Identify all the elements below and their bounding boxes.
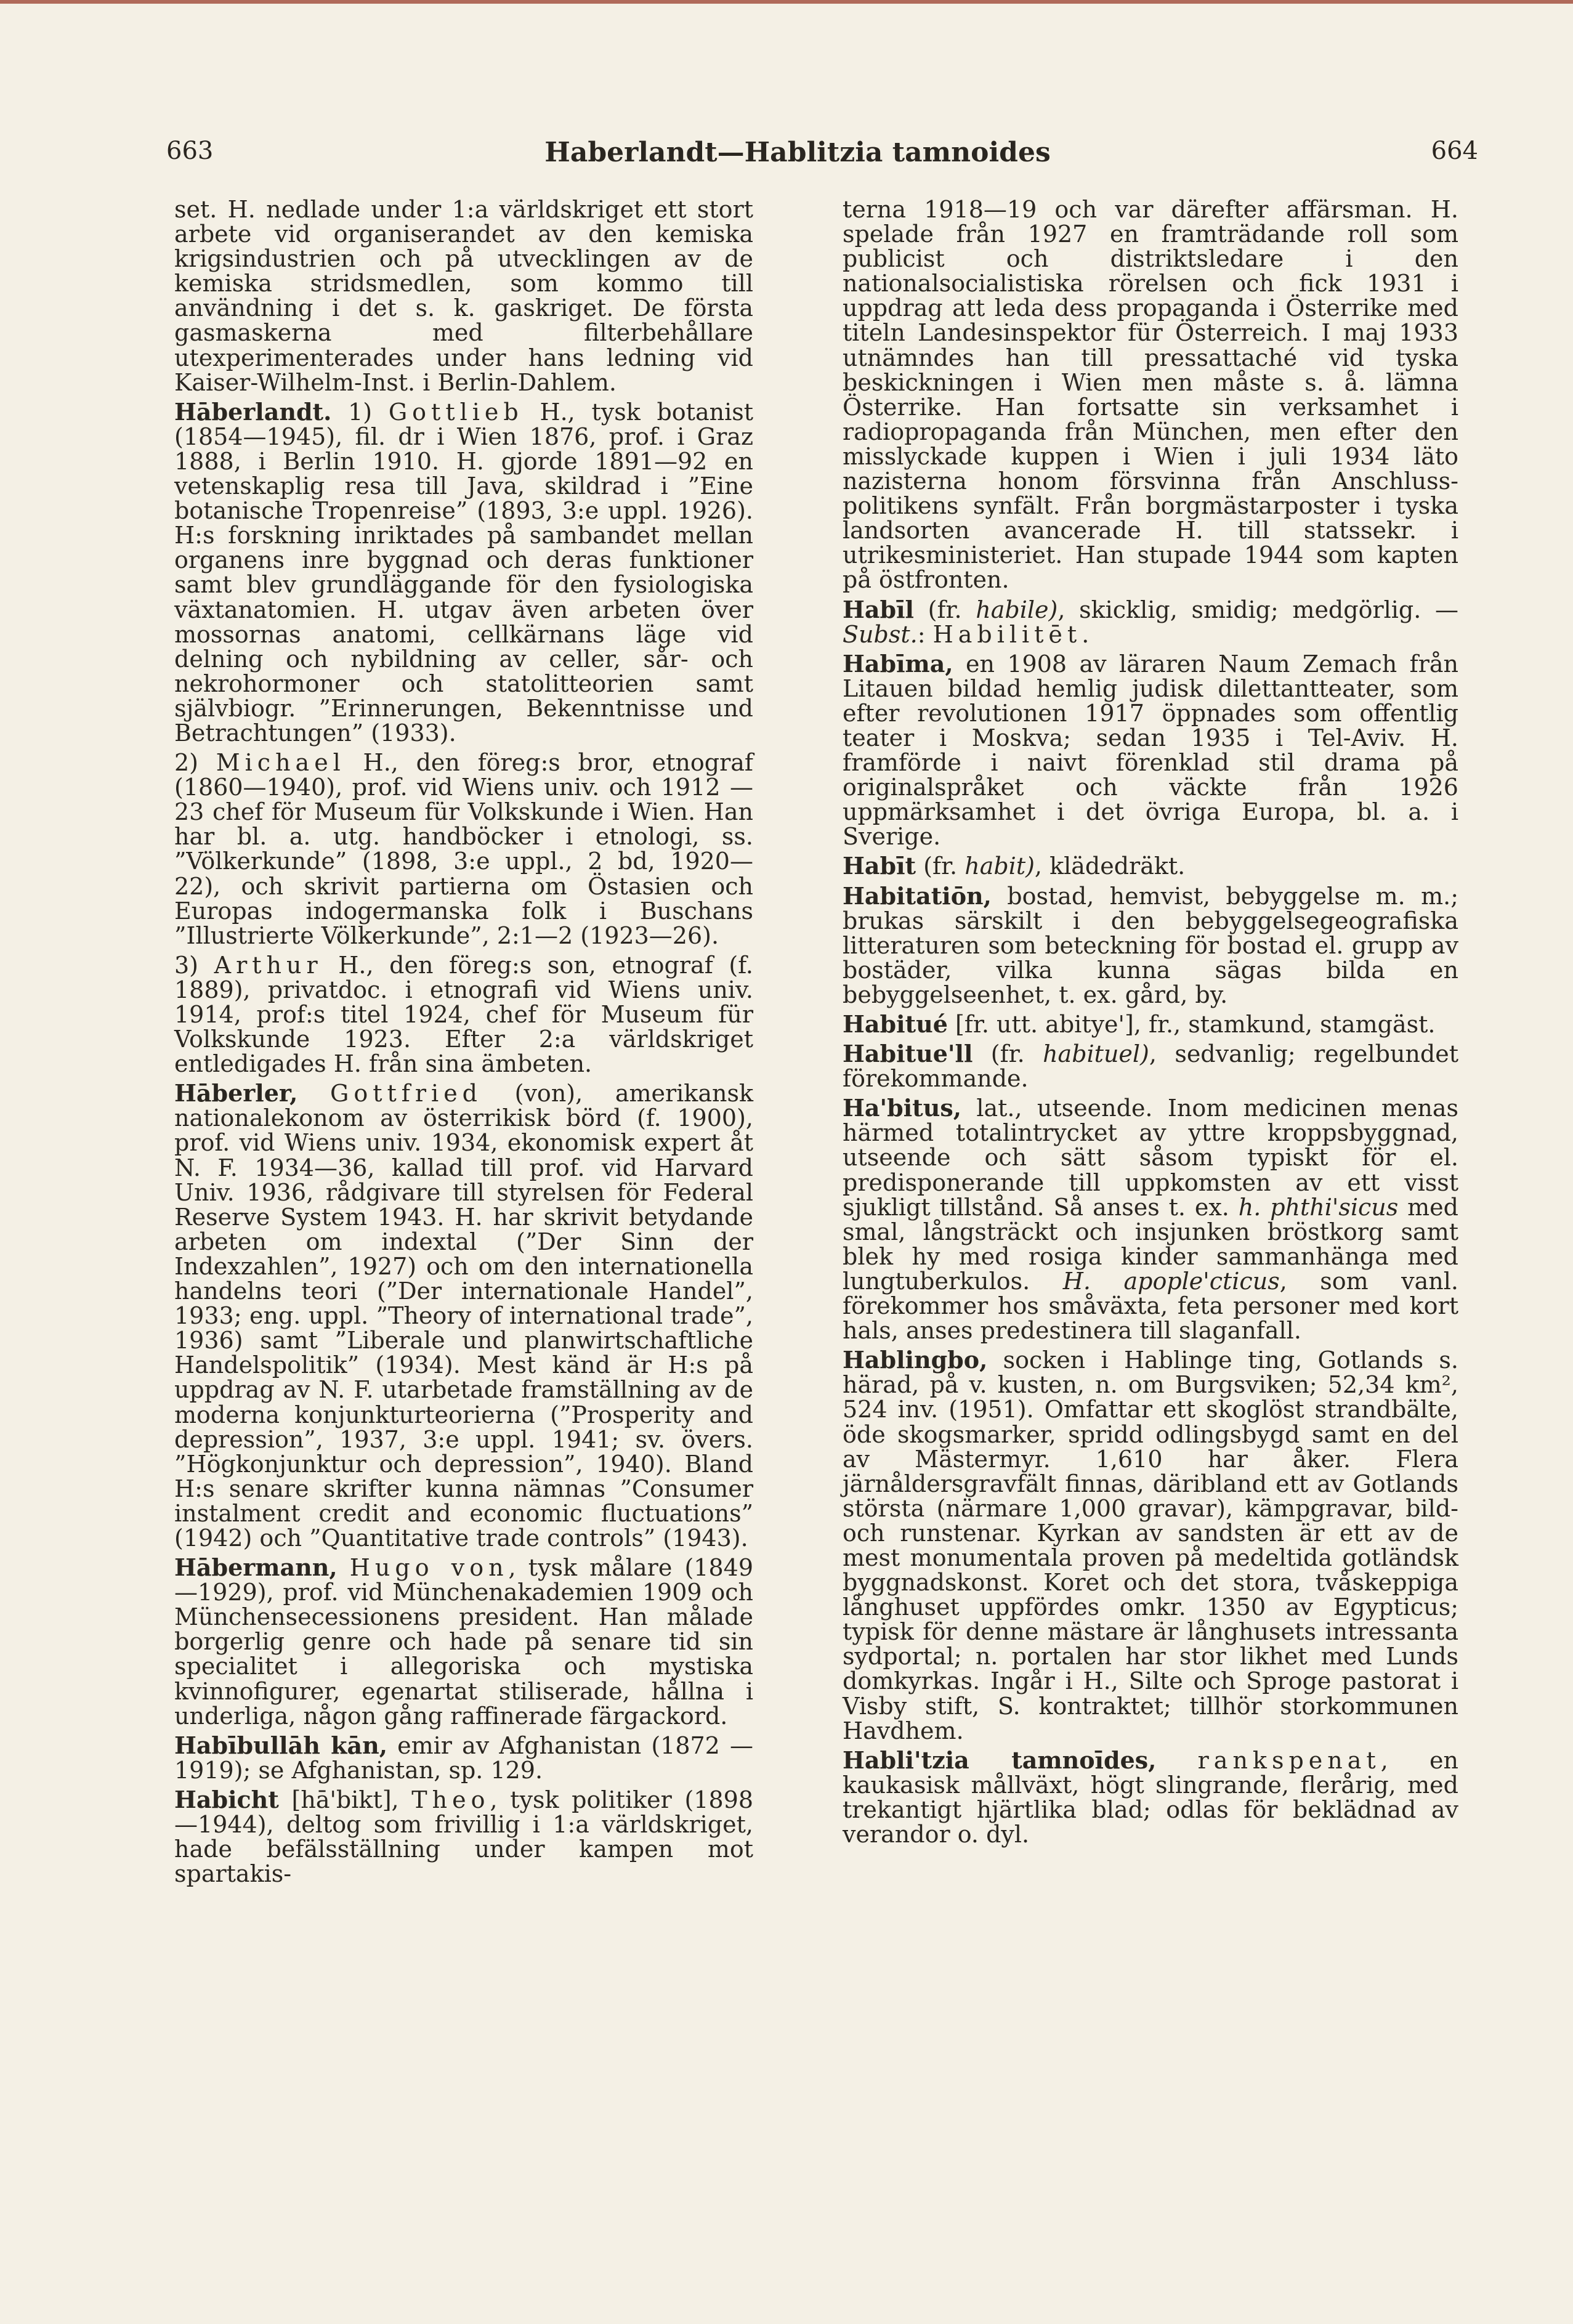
italic-term: Subst. — [843, 620, 918, 648]
entry-text: : — [917, 620, 933, 648]
encyclopedia-entry — [843, 881, 1458, 1008]
encyclopedia-entry — [843, 854, 1458, 878]
entry-text: , en kaukasisk mållväxt, högt slingrande, flerårig, med trekantigt hjärtlika blad; odlas för beklädnad av verandor o. dyl. — [843, 1746, 1458, 1848]
spaced-name: Gottfried — [330, 1080, 483, 1107]
entry-headword: Habīt — [843, 852, 916, 880]
entry-text: bostad, hemvist, bebyggelse m. m.; brukas särskilt i den bebyggelsegeografiska litteraturen som beteckning för bostad el. grupp av bostäder, vilka kunna sägas bilda en bebyggelseenhet, t. ex. gård, by. — [843, 882, 1458, 1008]
entry-headword: Hābermann, — [174, 1553, 338, 1582]
sub-entry — [174, 750, 753, 948]
entry-text: set. H. nedlade under 1:a världskriget ett stort arbete vid organiserandet av den kemiska krigsindustrien och på utvecklingen av de kemiska stridsmedlen, som kommo till användning i det s. k. gaskriget. De första gasmaskerna med filterbehållare utexperimenterades under hans ledning vid Kaiser-Wilhelm-Inst. i Berlin-Dahlem. — [174, 196, 753, 396]
entry-text: , klädedräkt. — [1034, 852, 1186, 880]
entry-text: (fr. — [913, 596, 976, 623]
encyclopedia-entry — [843, 1042, 1458, 1091]
encyclopedia-entry — [843, 1012, 1458, 1037]
entry-text: 1) — [331, 398, 389, 426]
italic-term: habile) — [976, 596, 1058, 623]
encyclopedia-entry — [843, 1096, 1458, 1343]
entry-text: , tysk politiker (1898 —1944), deltog som frivillig i 1:a världskriget, hade befälsställning under kampen mot spartakis- — [174, 1786, 753, 1888]
entry-text: H., den föreg:s bror, etnograf (1860—1940), prof. vid Wiens univ. och 1912 —23 chef för Museum für Volkskunde i Wien. Han har bl. a. utg. handböcker i etnologi, ss. ”Völkerkunde” (1898, 3:e uppl., 2 bd, 1920—22), och skrivit partierna om Östasien och Europas indogermanska folk i Buschans ”Illustrierte Völkerkunde”, 2:1—2 (1923—26). — [174, 749, 753, 949]
encyclopedia-entry — [174, 1785, 753, 1888]
italic-term: habit) — [964, 852, 1035, 880]
entry-headword: Habitue'll — [843, 1040, 973, 1068]
entry-text: lat., utseende. Inom medicinen menas härmed totalintrycket av yttre kroppsbyggnad, utseende och sätt såsom typiskt för el. predisponerande till uppkomsten av ett visst sjukligt tillstånd. Så anses t. ex. — [843, 1095, 1458, 1221]
entry-text: H., den föreg:s son, etnograf (f. 1889), privatdoc. i etnografi vid Wiens univ. 1914, prof:s titel 1924, chef för Museum für Volkskunde 1923. Efter 2:a världskriget entledigades H. från sina ämbeten. — [174, 951, 753, 1078]
page-number-right: 664 — [1431, 137, 1478, 165]
entry-text: med smal, långsträckt och insjunken bröstkorg samt blek hy med rosiga kinder sammanhänga med lungtuberkulos. — [843, 1193, 1458, 1295]
running-head: Haberlandt—Hablitzia tamnoides — [544, 137, 1051, 168]
entry-headword: Habībullāh kān, — [174, 1731, 387, 1759]
continued-text — [174, 197, 753, 395]
entry-headword: Habīma, — [843, 649, 953, 678]
entry-text: (fr. — [973, 1040, 1043, 1068]
page-header — [166, 137, 1478, 180]
entry-text: terna 1918—19 och var därefter affärsman. H. spelade från 1927 en framträdande roll som publicist och distriktsledare i den nationalsocialistiska rörelsen och fick 1931 i uppdrag att leda dess propaganda i Österrike med titeln Landesinspektor für Österreich. I maj 1933 utnämndes han till pressattaché vid tyska beskickningen i Wien men måste s. å. lämna Österrike. Han fortsatte sin verksamhet i radiopropaganda från München, men efter den misslyckade kuppen i Wien i juli 1934 läto nazisterna honom försvinna från Anschluss-politikens synfält. Från borgmästarposter i tyska landsorten avancerade H. till statssekr. i utrikesministeriet. Han stupade 1944 som kapten på östfronten. — [843, 196, 1458, 594]
right-column — [843, 197, 1458, 1852]
entry-headword: Habli'tzia tamnoīdes, — [843, 1746, 1157, 1774]
entry-text: [hā'bikt], — [278, 1786, 412, 1813]
entry-text: (von), amerikansk nationalekonom av österrikisk börd (f. 1900), prof. vid Wiens univ. 1934, ekonomisk expert åt N. F. 1934—36, kallad till prof. vid Harvard Univ. 1936, rådgivare till styrelsen för Federal Reserve System 1943. H. har skrivit betydande arbeten om indextal (”Der Sinn der Indexzahlen”, 1927) och om den internationella handelns teori (”Der internationale Handel”, 1933; eng. uppl. ”Theory of international trade”, 1936) samt ”Liberale und planwirtschaftliche Handelspolitik” (1934). Mest känd är H:s på uppdrag av N. F. utarbetade framställning av de moderna konjunkturteorierna (”Prosperity and depression”, 1937, 3:e uppl. 1941; sv. övers. ”Högkonjunktur och depression”, 1940). Bland H:s senare skrifter kunna nämnas ”Consumer instalment credit and economic fluctuations” (1942) och ”Quantitative trade controls” (1943). — [174, 1080, 753, 1552]
entry-headword: Ha'bitus, — [843, 1094, 961, 1122]
encyclopedia-entry — [174, 1733, 753, 1783]
entry-text — [297, 1080, 330, 1107]
entry-headword: Hāberler, — [174, 1079, 298, 1107]
entry-headword: Habitué — [843, 1010, 948, 1038]
spaced-name: Hugo von — [349, 1554, 509, 1582]
encyclopedia-entry — [843, 597, 1458, 647]
entry-text: 3) — [174, 951, 214, 979]
encyclopedia-entry — [174, 1081, 753, 1550]
entry-text — [338, 1554, 350, 1581]
entry-text: , tysk målare (1849 —1929), prof. vid Münchenakademien 1909 och Münchensecessionens president. Han målade borgerlig genre och hade på senare tid sin specialitet i allegoriska och mystiska kvinnofigurer, egenartat stiliserade, hållna i underliga, någon gång raffinerade färgackord. — [174, 1554, 753, 1730]
spaced-name: Habilitēt — [932, 620, 1082, 648]
top-edge-line — [0, 0, 1573, 4]
entry-headword: Habitatiōn, — [843, 881, 992, 910]
encyclopedia-entry — [843, 1748, 1458, 1847]
italic-term: h. phthi'sicus — [1238, 1193, 1399, 1221]
encyclopedia-entry — [843, 649, 1458, 851]
encyclopedia-entry — [174, 1555, 753, 1728]
spaced-name: rankspenat — [1197, 1746, 1381, 1774]
encyclopedia-entry — [843, 1348, 1458, 1743]
spaced-name: Theo — [411, 1786, 490, 1813]
italic-term: habituel) — [1043, 1040, 1149, 1068]
spaced-name: Arthur — [214, 951, 323, 979]
entry-text: , som vanl. förekommer hos småväxta, feta personer med kort hals, anses predestinera till slaganfall. — [843, 1267, 1459, 1345]
entry-headword: Habicht — [174, 1785, 279, 1813]
entry-text: emir av Afghanistan (1872 —1919); se Afghanistan, sp. 129. — [174, 1731, 754, 1784]
entry-text — [1156, 1747, 1197, 1774]
entry-text: [fr. utt. abitye'], fr., stamkund, stamgäst. — [947, 1011, 1436, 1038]
entry-text: socken i Hablinge ting, Gotlands s. härad, på v. kusten, n. om Burgsviken; 52,34 km², 524 inv. (1951). Omfattar ett skoglöst strandbälte, öde skogsmarker, spridd odlingsbygd samt en del av Mästermyr. 1,610 har åker. Flera järnåldersgravfält finnas, däribland ett av Gotlands största (närmare 1,000 gravar), kämpgravar, bild- och runstenar. Kyrkan av sandsten är ett av de mest monumentala proven på medeltida gotländsk byggnadskonst. Koret och det stora, tvåskeppiga långhuset uppfördes omkr. 1350 av Egypticus; typisk för denne mästare är långhusets intressanta sydportal; n. portalen har stor likhet med Lunds domkyrkas. Ingår i H., Silte och Sproge pastorat i Visby stift, S. kontraktet; tillhör storkommunen Havdhem. — [843, 1346, 1458, 1744]
page-number-left: 663 — [166, 137, 214, 165]
entry-text: (fr. — [916, 852, 965, 880]
entry-text: en 1908 av läraren Naum Zemach från Litauen bildad hemlig judisk dilettantteater, som efter revolutionen 1917 öppnades som offentlig teater i Moskva; sedan 1935 i Tel-Aviv. H. framförde i naivt förenklad stil drama på originalspråket och väckte från 1926 uppmärksamhet i det övriga Europa, bl. a. i Sverige. — [843, 650, 1458, 851]
sub-entry — [174, 953, 753, 1076]
left-column — [174, 197, 753, 1891]
entry-text: , skicklig, smidig; medgörlig. — — [1057, 596, 1458, 623]
entry-headword: Hāberlandt. — [174, 397, 332, 426]
italic-term: H. apople'cticus — [1062, 1267, 1280, 1295]
entry-text: 2) — [174, 749, 216, 777]
encyclopedia-entry — [174, 397, 753, 747]
continued-text — [843, 197, 1458, 593]
entry-text: , sedvanlig; regelbundet förekommande. — [843, 1040, 1458, 1093]
entry-text: H., tysk botanist (1854—1945), fil. dr i Wien 1876, prof. i Graz 1888, i Berlin 1910. H. gjorde 1891—92 en vetenskaplig resa till Java, skildrad i ”Eine botanische Tropenreise” (1893, 3:e uppl. 1926). H:s forskning inriktades på sambandet mellan organens inre byggnad och deras funktioner samt blev grundläggande för den fysiologiska växtanatomien. H. utgav även arbeten över mossornas anatomi, cellkärnans läge vid delning och nybildning av celler, sår- och nekrohormoner och statolitteorien samt självbiogr. ”Erinnerungen, Bekenntnisse und Betrachtungen” (1933). — [174, 398, 753, 747]
entry-headword: Habīl — [843, 595, 914, 623]
spaced-name: Michael — [216, 749, 346, 777]
entry-text: . — [1082, 620, 1090, 648]
spaced-name: Gottlieb — [388, 398, 524, 426]
entry-headword: Hablingbo, — [843, 1346, 988, 1374]
